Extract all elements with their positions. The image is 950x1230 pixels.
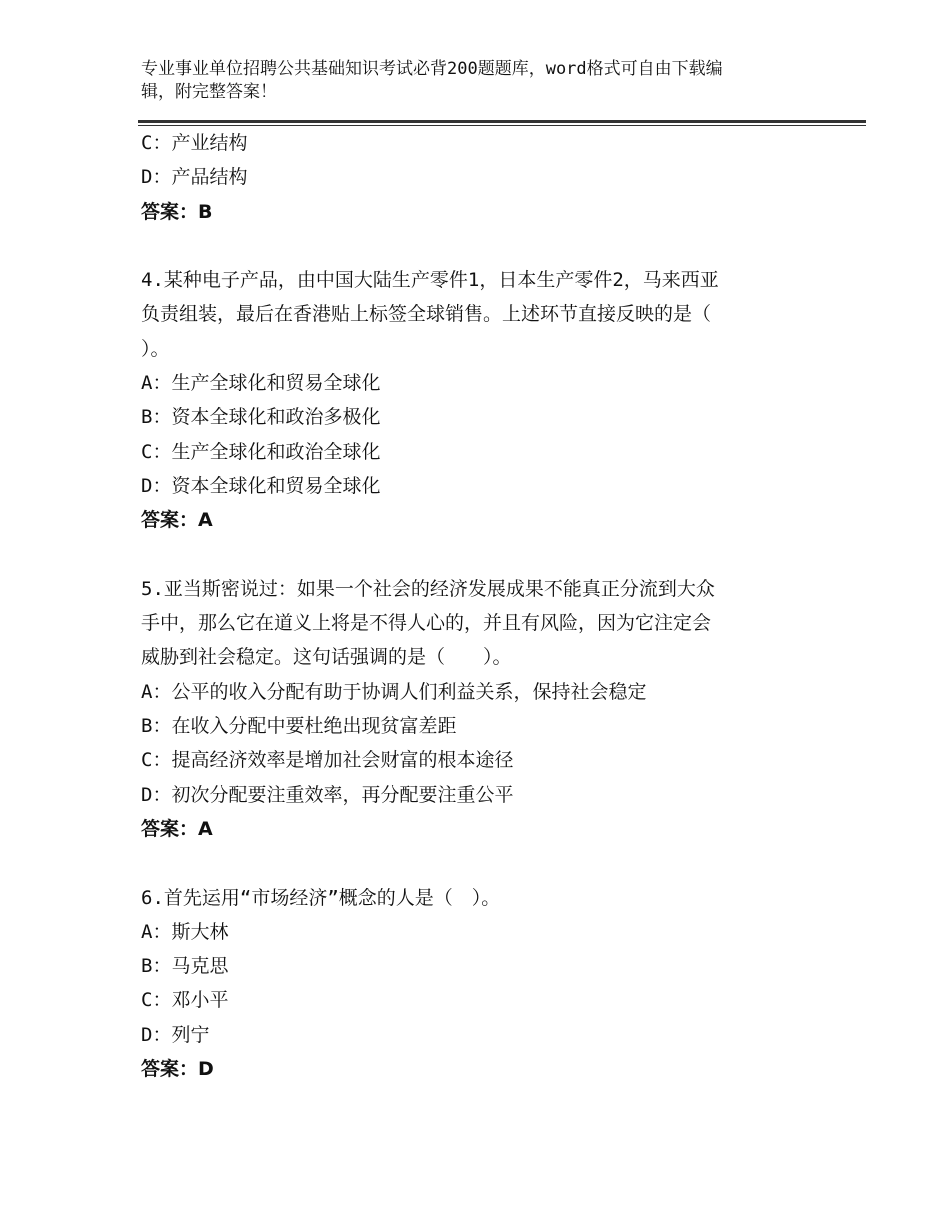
- header-divider: [138, 120, 866, 123]
- question-stem: 6.首先运用“市场经济”概念的人是（ ）。: [141, 886, 501, 909]
- question-stem: 手中，那么它在道义上将是不得人心的，并且有风险，因为它注定会: [141, 612, 712, 635]
- question-4: [141, 263, 821, 537]
- question-stem: ）。: [141, 337, 170, 360]
- option-a: A：斯大林: [141, 920, 229, 943]
- option-d: D：产品结构: [141, 166, 248, 189]
- option-b: B：马克思: [141, 955, 229, 978]
- answer: 答案：A: [141, 509, 213, 532]
- option-c: C：提高经济效率是增加社会财富的根本途径: [141, 749, 514, 772]
- question-6: [141, 881, 821, 1087]
- question-5: [141, 572, 821, 846]
- option-c: C：生产全球化和政治全球化: [141, 440, 381, 463]
- option-d: D：列宁: [141, 1023, 210, 1046]
- option-b: B：资本全球化和政治多极化: [141, 406, 381, 429]
- question-3: [141, 126, 821, 229]
- question-stem: 4.某种电子产品，由中国大陆生产零件1，日本生产零件2，马来西亚: [141, 269, 719, 292]
- question-stem: 5.亚当斯密说过：如果一个社会的经济发展成果不能真正分流到大众: [141, 577, 715, 600]
- answer: 答案：D: [141, 1058, 214, 1081]
- answer: 答案：B: [141, 200, 213, 223]
- option-c: C：产业结构: [141, 132, 248, 154]
- option-c: C：邓小平: [141, 989, 229, 1012]
- question-spacer: [141, 538, 821, 572]
- option-d: D：资本全球化和贸易全球化: [141, 474, 381, 497]
- question-spacer: [141, 846, 821, 880]
- header-title-line-1: 专业事业单位招聘公共基础知识考试必背200题题库，word格式可自由下载编: [141, 59, 723, 79]
- option-a: A：生产全球化和贸易全球化: [141, 372, 381, 395]
- question-stem: 威胁到社会稳定。这句话强调的是（ ）。: [141, 646, 512, 669]
- option-d: D：初次分配要注重效率，再分配要注重公平: [141, 783, 514, 806]
- question-list: [141, 126, 821, 1086]
- header-title-line-2: 辑，附完整答案！: [141, 82, 277, 102]
- page-header: [141, 58, 791, 104]
- question-spacer: [141, 229, 821, 263]
- question-stem: 负责组装，最后在香港贴上标签全球销售。上述环节直接反映的是（: [141, 303, 712, 326]
- option-b: B：在收入分配中要杜绝出现贫富差距: [141, 715, 457, 738]
- option-a: A：公平的收入分配有助于协调人们利益关系，保持社会稳定: [141, 680, 647, 703]
- answer: 答案：A: [141, 817, 213, 840]
